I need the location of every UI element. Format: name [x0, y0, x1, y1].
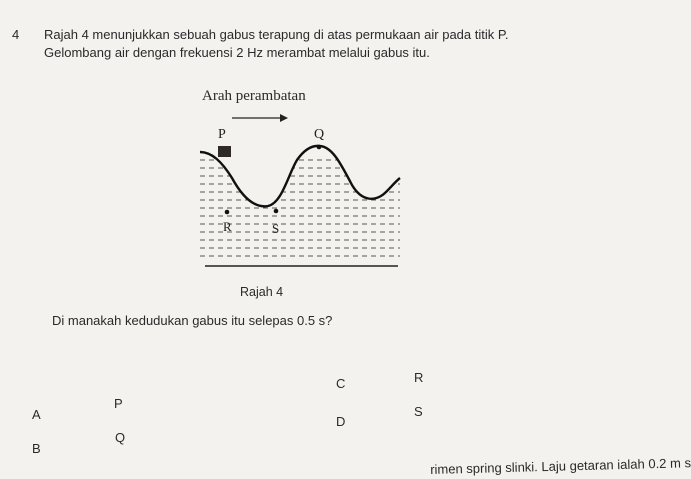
- diagram-caption: Rajah 4: [240, 285, 284, 299]
- option-b-letter[interactable]: B: [32, 441, 41, 456]
- cork-float: [218, 146, 231, 157]
- option-d-answer: S: [414, 404, 423, 419]
- question-text-line-1: Rajah 4 menunjukkan sebuah gabus terapung di atas permukaan air pada titik P.: [44, 27, 509, 42]
- point-q-dot: [317, 145, 322, 150]
- option-a-answer: P: [114, 396, 123, 411]
- option-c-answer: R: [414, 370, 424, 385]
- option-d-letter[interactable]: D: [336, 414, 346, 429]
- point-r-dot: [225, 210, 230, 215]
- diagram-title: Arah perambatan: [202, 88, 306, 104]
- propagation-arrow: [232, 114, 288, 122]
- label-p: P: [218, 127, 226, 142]
- option-c-letter[interactable]: C: [336, 376, 346, 391]
- question-prompt: Di manakah kedudukan gabus itu selepas 0.5 s?: [52, 313, 333, 328]
- question-number: 4: [12, 27, 20, 42]
- option-a-letter[interactable]: A: [32, 407, 41, 422]
- option-b-answer: Q: [115, 430, 126, 445]
- point-s-dot: [274, 209, 279, 214]
- label-s: S: [272, 221, 280, 236]
- label-r: R: [223, 219, 232, 234]
- question-text-line-2: Gelombang air dengan frekuensi 2 Hz merambat melalui gabus itu.: [44, 45, 430, 60]
- label-q: Q: [314, 127, 325, 142]
- next-question-fragment: rimen spring slinki. Laju getaran ialah 0.2 m s: [430, 455, 691, 477]
